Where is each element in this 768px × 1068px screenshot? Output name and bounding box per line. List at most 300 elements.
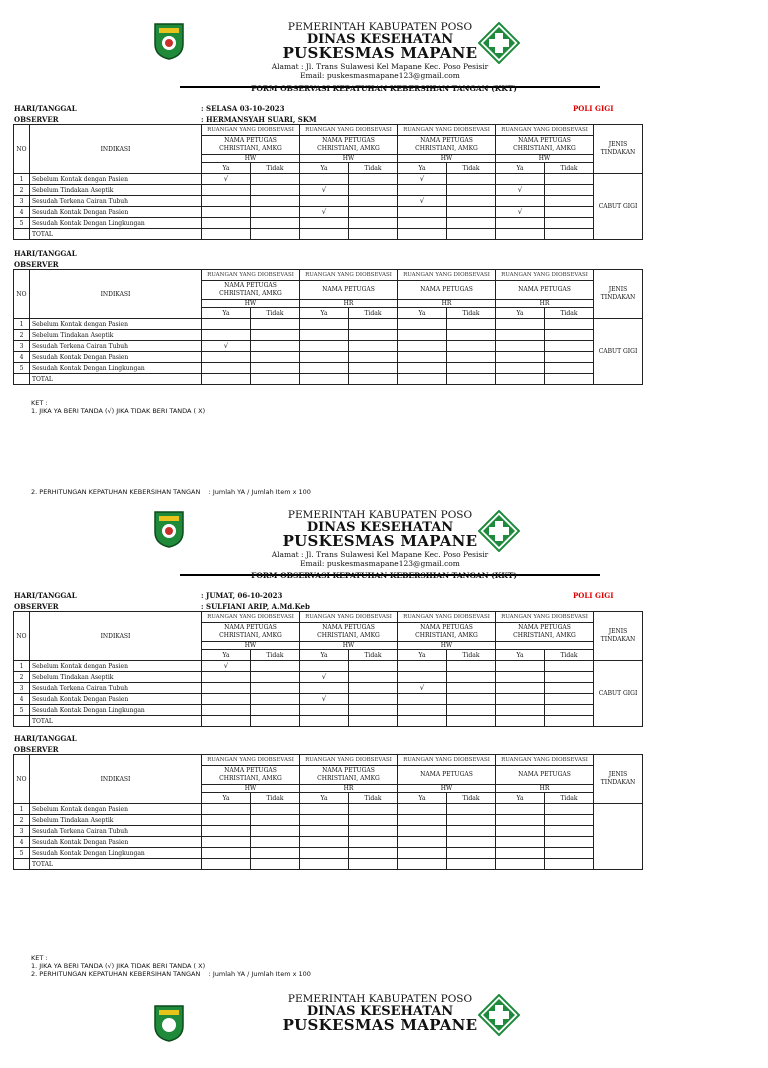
- row-indikasi: Sesudah Kontak Dengan Lingkungan: [30, 218, 202, 229]
- check-cell: [545, 218, 594, 229]
- petugas-name: CHRISTIANI, AMKG: [317, 145, 380, 152]
- petugas-cell: [300, 623, 398, 642]
- nama-petugas-label: NAMA PETUGAS: [224, 767, 277, 774]
- total-cell: [496, 229, 545, 240]
- header-line-2: DINAS KESEHATAN: [306, 519, 454, 535]
- petugas-name: CHRISTIANI, AMKG: [219, 145, 282, 152]
- role-cell: HW: [496, 155, 594, 163]
- check-cell: [251, 218, 300, 229]
- header-line-3: PUSKESMAS MAPANE: [282, 43, 478, 62]
- tidak-header: Tidak: [349, 308, 398, 319]
- tidak-header: Tidak: [545, 793, 594, 804]
- check-cell: [545, 848, 594, 859]
- label-hari-4: HARI/TANGGAL: [14, 734, 77, 743]
- check-cell: [447, 185, 496, 196]
- check-cell: [496, 837, 545, 848]
- nama-petugas-label: NAMA PETUGAS: [224, 624, 277, 631]
- total-cell: [398, 374, 447, 385]
- room-header: RUANGAN YANG DIOBSEVASI: [496, 612, 594, 623]
- petugas-name: CHRISTIANI, AMKG: [317, 632, 380, 639]
- row-no: 4: [14, 207, 30, 218]
- check-cell: [545, 826, 594, 837]
- check-cell: [447, 848, 496, 859]
- jenis-tindakan-value: CABUT GIGI: [594, 661, 643, 727]
- check-cell: [496, 319, 545, 330]
- col-header-indikasi: INDIKASI: [30, 755, 202, 804]
- check-cell: [349, 196, 398, 207]
- petugas-cell: [496, 281, 594, 300]
- check-cell: [202, 672, 251, 683]
- date-1: : SELASA 03-10-2023: [201, 104, 285, 113]
- check-cell: [251, 815, 300, 826]
- nama-petugas-label: NAMA PETUGAS: [518, 624, 571, 631]
- petugas-name: CHRISTIANI, AMKG: [317, 775, 380, 782]
- ket-item-2: 2. PERHITUNGAN KEPATUHAN KEBERSIHAN TANGAN: [31, 488, 201, 496]
- check-cell: [300, 848, 349, 859]
- row-no: 2: [14, 185, 30, 196]
- puskesmas-cross-icon: [478, 510, 520, 552]
- check-cell: [300, 319, 349, 330]
- observation-table: [13, 124, 643, 240]
- row-indikasi: Sebelum Kontak dengan Pasien: [30, 661, 202, 672]
- nama-petugas-label: NAMA PETUGAS: [518, 771, 571, 778]
- total-cell: [349, 716, 398, 727]
- check-cell: [398, 672, 447, 683]
- check-cell: [447, 218, 496, 229]
- check-cell: √: [202, 341, 251, 352]
- room-header: RUANGAN YANG DIOBSEVASI: [202, 612, 300, 623]
- check-cell: [545, 196, 594, 207]
- check-cell: [202, 363, 251, 374]
- table-row: [14, 319, 643, 330]
- observation-table: [13, 611, 643, 727]
- check-cell: [251, 837, 300, 848]
- check-cell: [349, 804, 398, 815]
- row-no: 1: [14, 319, 30, 330]
- check-cell: [251, 661, 300, 672]
- check-cell: [545, 705, 594, 716]
- puskesmas-cross-icon: [478, 22, 520, 64]
- role-cell: HR: [300, 785, 398, 793]
- check-cell: [447, 330, 496, 341]
- petugas-cell: [300, 281, 398, 300]
- total-cell: [349, 859, 398, 870]
- header-email: Email: puskesmasmapane123@gmail.com: [300, 71, 460, 80]
- petugas-cell: [202, 766, 300, 785]
- row-no: 3: [14, 341, 30, 352]
- row-no: 5: [14, 705, 30, 716]
- nama-petugas-label: NAMA PETUGAS: [518, 137, 571, 144]
- ya-header: Ya: [300, 793, 349, 804]
- row-indikasi: Sesudah Terkena Cairan Tubuh: [30, 826, 202, 837]
- nama-petugas-label: NAMA PETUGAS: [322, 767, 375, 774]
- table-row: [14, 207, 643, 218]
- table-row: [14, 815, 643, 826]
- petugas-cell: [202, 281, 300, 300]
- check-cell: [545, 837, 594, 848]
- role-cell: HW: [202, 155, 300, 163]
- table-row: [14, 826, 643, 837]
- col-header-no: NO: [14, 125, 30, 174]
- row-indikasi: Sebelum Tindakan Aseptik: [30, 815, 202, 826]
- label-observer-4: OBSERVER: [14, 745, 59, 754]
- check-cell: [349, 185, 398, 196]
- nama-petugas-label: NAMA PETUGAS: [322, 137, 375, 144]
- total-cell: [447, 374, 496, 385]
- check-cell: [202, 218, 251, 229]
- total-label: TOTAL: [30, 859, 202, 870]
- total-cell: [300, 374, 349, 385]
- check-cell: [496, 352, 545, 363]
- check-cell: [202, 694, 251, 705]
- check-cell: [545, 185, 594, 196]
- label-observer-2: OBSERVER: [14, 260, 59, 269]
- table-row: [14, 363, 643, 374]
- nama-petugas-label: NAMA PETUGAS: [420, 286, 473, 293]
- row-indikasi: Sesudah Kontak Dengan Lingkungan: [30, 363, 202, 374]
- ket-note-1: [31, 399, 205, 415]
- check-cell: [202, 319, 251, 330]
- check-cell: [300, 218, 349, 229]
- total-cell: [447, 229, 496, 240]
- ket-formula: : Jumlah YA / Jumlah Item x 100: [208, 488, 311, 496]
- check-cell: [545, 804, 594, 815]
- ya-header: Ya: [202, 793, 251, 804]
- check-cell: [447, 661, 496, 672]
- check-cell: [349, 341, 398, 352]
- check-cell: [496, 804, 545, 815]
- tidak-header: Tidak: [545, 308, 594, 319]
- tidak-header: Tidak: [447, 163, 496, 174]
- table-row: [14, 196, 643, 207]
- header-line-1: PEMERINTAH KABUPATEN POSO: [287, 21, 473, 33]
- check-cell: [447, 319, 496, 330]
- header-address: Alamat : Jl. Trans Sulawesi Kel Mapane Kec. Poso Pesisir: [271, 61, 489, 71]
- ya-header: Ya: [398, 793, 447, 804]
- check-cell: [251, 185, 300, 196]
- total-cell: [300, 859, 349, 870]
- row-no: 2: [14, 815, 30, 826]
- row-indikasi: Sesudah Kontak Dengan Lingkungan: [30, 705, 202, 716]
- role-cell: HW: [202, 642, 300, 650]
- total-cell: [251, 859, 300, 870]
- petugas-cell: [398, 766, 496, 785]
- check-cell: [202, 330, 251, 341]
- header-line-1: PEMERINTAH KABUPATEN POSO: [287, 509, 473, 521]
- ket-item-1: 1. JIKA YA BERI TANDA (√) JIKA TIDAK BERI TANDA ( X): [31, 407, 206, 415]
- check-cell: [300, 363, 349, 374]
- label-hari-1: HARI/TANGGAL: [14, 104, 77, 113]
- check-cell: [496, 661, 545, 672]
- poli-label-1: POLI GIGI: [573, 104, 614, 113]
- check-cell: [447, 683, 496, 694]
- ya-header: Ya: [398, 650, 447, 661]
- total-row: [14, 229, 643, 240]
- check-cell: [447, 672, 496, 683]
- petugas-name: CHRISTIANI, AMKG: [513, 145, 576, 152]
- check-cell: [349, 815, 398, 826]
- check-cell: [251, 174, 300, 185]
- check-cell: √: [300, 207, 349, 218]
- tidak-header: Tidak: [545, 650, 594, 661]
- row-no: 4: [14, 352, 30, 363]
- petugas-name: CHRISTIANI, AMKG: [415, 145, 478, 152]
- ya-header: Ya: [202, 650, 251, 661]
- check-cell: [202, 804, 251, 815]
- nama-petugas-label: NAMA PETUGAS: [420, 624, 473, 631]
- row-no: 5: [14, 848, 30, 859]
- check-cell: [202, 683, 251, 694]
- check-cell: [300, 352, 349, 363]
- check-cell: [545, 815, 594, 826]
- total-row: [14, 374, 643, 385]
- check-cell: [349, 826, 398, 837]
- room-header: RUANGAN YANG DIOBSEVASI: [300, 755, 398, 766]
- check-cell: [300, 826, 349, 837]
- row-no: 3: [14, 683, 30, 694]
- table-row: [14, 694, 643, 705]
- check-cell: [349, 319, 398, 330]
- room-header: RUANGAN YANG DIOBSEVASI: [398, 270, 496, 281]
- petugas-cell: [300, 136, 398, 155]
- row-no: 2: [14, 672, 30, 683]
- check-cell: [447, 694, 496, 705]
- table-row: [14, 705, 643, 716]
- check-cell: [202, 196, 251, 207]
- room-header: RUANGAN YANG DIOBSEVASI: [300, 125, 398, 136]
- date-3: : JUMAT, 06-10-2023: [201, 591, 283, 600]
- tidak-header: Tidak: [349, 163, 398, 174]
- check-cell: [398, 837, 447, 848]
- total-cell: [251, 716, 300, 727]
- check-cell: [496, 218, 545, 229]
- check-cell: [398, 705, 447, 716]
- check-cell: [398, 694, 447, 705]
- check-cell: √: [202, 661, 251, 672]
- check-cell: [398, 826, 447, 837]
- table-row: [14, 174, 643, 185]
- table-row: [14, 352, 643, 363]
- jenis-tindakan-value: CABUT GIGI: [594, 319, 643, 385]
- ket-formula: : Jumlah YA / Jumlah Item x 100: [208, 970, 311, 978]
- check-cell: [496, 683, 545, 694]
- tidak-header: Tidak: [251, 163, 300, 174]
- petugas-cell: [202, 623, 300, 642]
- role-cell: HW: [398, 155, 496, 163]
- check-cell: [300, 174, 349, 185]
- check-cell: [447, 207, 496, 218]
- petugas-cell: [496, 136, 594, 155]
- label-observer-3: OBSERVER: [14, 602, 59, 611]
- tidak-header: Tidak: [447, 650, 496, 661]
- room-header: RUANGAN YANG DIOBSEVASI: [202, 125, 300, 136]
- check-cell: [251, 363, 300, 374]
- row-no: 5: [14, 218, 30, 229]
- row-no: 1: [14, 174, 30, 185]
- petugas-name: CHRISTIANI, AMKG: [513, 632, 576, 639]
- col-header-indikasi: INDIKASI: [30, 125, 202, 174]
- petugas-cell: [300, 766, 398, 785]
- row-indikasi: Sesudah Terkena Cairan Tubuh: [30, 341, 202, 352]
- row-no: 2: [14, 330, 30, 341]
- room-header: RUANGAN YANG DIOBSEVASI: [202, 755, 300, 766]
- check-cell: [545, 341, 594, 352]
- table-row: [14, 683, 643, 694]
- tidak-header: Tidak: [447, 308, 496, 319]
- ket-title: KET :: [31, 399, 48, 407]
- check-cell: [545, 319, 594, 330]
- check-cell: [447, 837, 496, 848]
- check-cell: [398, 804, 447, 815]
- role-cell: HR: [300, 300, 398, 308]
- room-header: RUANGAN YANG DIOBSEVASI: [398, 755, 496, 766]
- label-hari-2: HARI/TANGGAL: [14, 249, 77, 258]
- observer-3: : SULFIANI ARIP, A.Md.Keb: [201, 602, 310, 611]
- total-cell: [349, 229, 398, 240]
- tidak-header: Tidak: [349, 650, 398, 661]
- header-email: Email: puskesmasmapane123@gmail.com: [300, 559, 460, 568]
- check-cell: [251, 196, 300, 207]
- check-cell: [398, 185, 447, 196]
- check-cell: [447, 196, 496, 207]
- check-cell: [251, 848, 300, 859]
- role-cell: HR: [398, 300, 496, 308]
- check-cell: [251, 319, 300, 330]
- row-no: 1: [14, 804, 30, 815]
- check-cell: [349, 363, 398, 374]
- check-cell: [447, 352, 496, 363]
- check-cell: [349, 683, 398, 694]
- check-cell: [251, 826, 300, 837]
- col-header-jenis: JENIS TINDAKAN: [594, 612, 643, 661]
- jenis-tindakan-value: CABUT GIGI: [594, 174, 643, 240]
- check-cell: [349, 174, 398, 185]
- label-observer-1: OBSERVER: [14, 115, 59, 124]
- room-header: RUANGAN YANG DIOBSEVASI: [202, 270, 300, 281]
- check-cell: [398, 319, 447, 330]
- col-header-no: NO: [14, 270, 30, 319]
- total-cell: [251, 374, 300, 385]
- check-cell: [447, 804, 496, 815]
- total-cell: [202, 374, 251, 385]
- row-indikasi: Sebelum Kontak dengan Pasien: [30, 319, 202, 330]
- check-cell: √: [300, 694, 349, 705]
- table-row: [14, 330, 643, 341]
- nama-petugas-label: NAMA PETUGAS: [420, 137, 473, 144]
- check-cell: [398, 848, 447, 859]
- table-row: [14, 804, 643, 815]
- check-cell: [496, 672, 545, 683]
- total-cell: [251, 229, 300, 240]
- table-row: [14, 218, 643, 229]
- check-cell: [300, 815, 349, 826]
- total-label: TOTAL: [30, 716, 202, 727]
- petugas-name: CHRISTIANI, AMKG: [415, 632, 478, 639]
- role-cell: HW: [202, 300, 300, 308]
- letterhead-3: [0, 992, 768, 1068]
- tidak-header: Tidak: [251, 650, 300, 661]
- observation-table: [13, 754, 643, 870]
- col-header-indikasi: INDIKASI: [30, 270, 202, 319]
- check-cell: √: [300, 672, 349, 683]
- petugas-name: CHRISTIANI, AMKG: [219, 632, 282, 639]
- nama-petugas-label: NAMA PETUGAS: [224, 282, 277, 289]
- check-cell: [496, 196, 545, 207]
- row-no: 1: [14, 661, 30, 672]
- table-row: [14, 661, 643, 672]
- role-cell: HW: [398, 785, 496, 793]
- check-cell: [447, 341, 496, 352]
- check-cell: [300, 705, 349, 716]
- check-cell: [251, 804, 300, 815]
- total-cell: [447, 859, 496, 870]
- check-cell: [349, 848, 398, 859]
- col-header-jenis: JENIS TINDAKAN: [594, 270, 643, 319]
- check-cell: [545, 330, 594, 341]
- ket-item-2: 2. PERHITUNGAN KEPATUHAN KEBERSIHAN TANGAN: [31, 970, 201, 978]
- total-cell: [202, 229, 251, 240]
- ya-header: Ya: [202, 308, 251, 319]
- check-cell: [496, 174, 545, 185]
- check-cell: [398, 352, 447, 363]
- jenis-tindakan-value: [594, 804, 643, 870]
- total-cell: [496, 859, 545, 870]
- row-indikasi: Sesudah Kontak Dengan Pasien: [30, 837, 202, 848]
- row-no: 5: [14, 363, 30, 374]
- check-cell: [300, 837, 349, 848]
- ket-note-2: [31, 954, 311, 978]
- check-cell: [300, 341, 349, 352]
- row-indikasi: Sebelum Tindakan Aseptik: [30, 672, 202, 683]
- table-row: [14, 185, 643, 196]
- check-cell: [349, 672, 398, 683]
- table-row: [14, 848, 643, 859]
- col-header-no: NO: [14, 612, 30, 661]
- check-cell: [349, 705, 398, 716]
- room-header: RUANGAN YANG DIOBSEVASI: [398, 612, 496, 623]
- row-no: 3: [14, 826, 30, 837]
- check-cell: [496, 815, 545, 826]
- check-cell: [202, 826, 251, 837]
- total-label: TOTAL: [30, 374, 202, 385]
- check-cell: [202, 352, 251, 363]
- petugas-cell: [398, 623, 496, 642]
- nama-petugas-label: NAMA PETUGAS: [224, 137, 277, 144]
- tidak-header: Tidak: [251, 308, 300, 319]
- tidak-header: Tidak: [349, 793, 398, 804]
- ket-formula-1: [31, 488, 311, 496]
- total-cell: [349, 374, 398, 385]
- check-cell: [496, 826, 545, 837]
- ya-header: Ya: [202, 163, 251, 174]
- check-cell: √: [398, 196, 447, 207]
- form-title-2: FORM OBSERVASI KEPATUHAN KEBERSIHAN TANGAN (KKT): [251, 571, 517, 580]
- nama-petugas-label: NAMA PETUGAS: [420, 771, 473, 778]
- row-indikasi: Sebelum Tindakan Aseptik: [30, 330, 202, 341]
- label-hari-3: HARI/TANGGAL: [14, 591, 77, 600]
- row-indikasi: Sebelum Kontak dengan Pasien: [30, 804, 202, 815]
- check-cell: [202, 815, 251, 826]
- check-cell: [496, 363, 545, 374]
- check-cell: √: [496, 207, 545, 218]
- total-cell: [398, 229, 447, 240]
- ya-header: Ya: [300, 650, 349, 661]
- check-cell: [300, 683, 349, 694]
- total-row: [14, 716, 643, 727]
- total-cell: [300, 229, 349, 240]
- total-cell: [496, 716, 545, 727]
- row-indikasi: Sesudah Kontak Dengan Pasien: [30, 352, 202, 363]
